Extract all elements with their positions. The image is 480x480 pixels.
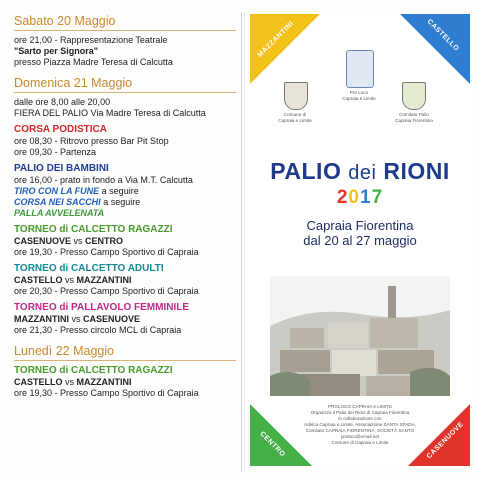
- day-section: [14, 76, 236, 336]
- event-line: presso Piazza Madre Teresa di Calcutta: [14, 57, 173, 67]
- event-line: ore 16,00 - prato in fondo a Via M.T. Calcutta: [14, 175, 193, 185]
- event-block: [14, 224, 236, 258]
- event-line: [14, 314, 236, 325]
- event-line: ore 09,30 - Partenza: [14, 147, 97, 157]
- event-line: "Sarto per Signora": [14, 46, 99, 56]
- event-line: ore 21,30 - Presso circolo MCL di Capraia: [14, 325, 182, 335]
- corner-label-centro: CENTRO: [258, 430, 287, 459]
- fold-line-shadow: [244, 12, 245, 472]
- town-photo: [270, 276, 450, 396]
- event-line: TORNEO di PALLAVOLO FEMMINILE: [14, 302, 189, 313]
- year-digit: 2: [336, 187, 349, 208]
- event-line: [14, 275, 236, 286]
- event-line-part: CORSA NEI SACCHI: [14, 197, 101, 207]
- place-name: Capraia Fiorentina: [306, 218, 414, 233]
- event-line-part: CENTRO: [85, 236, 124, 246]
- event-line-part: MAZZANTINI: [14, 314, 69, 324]
- event-line-part: vs: [71, 236, 86, 246]
- event-block: [14, 302, 236, 336]
- event-line-part: CASENUOVE: [83, 314, 141, 324]
- day-divider: [14, 30, 236, 31]
- corner-label-castello: CASTELLO: [425, 18, 461, 53]
- event-line-part: CASENUOVE: [14, 236, 72, 246]
- day-heading: Domenica 21 Maggio: [14, 76, 133, 90]
- year-digit: 1: [360, 187, 372, 208]
- town-photo-drawing: [270, 276, 450, 396]
- comune-crest-icon: [284, 82, 308, 110]
- event-line-part: a seguire: [100, 197, 141, 207]
- comune-caption: Comune di Capraia e Limite: [278, 112, 312, 123]
- event-line: CORSA PODISTICA: [14, 124, 107, 135]
- event-line: ore 19,30 - Presso Campo Sportivo di Capraia: [14, 247, 199, 257]
- event-line: FIERA DEL PALIO Via Madre Teresa di Calcutta: [14, 108, 206, 118]
- organizer-footer: PROLOCO CAPRAIA e LIMITE Organizza il Palio dei Rioni di Capraia Fiorentina in collaborazione con Adelca Capraia e Limite, Associazione SANTA SPADA, Comitato CAPRAIA FIORENTINA, SOCIETÀ SANTO proloco@email.net Comune di Capraia e Limite: [304, 404, 416, 445]
- proloco-caption: Pro Loco Capraia e Limite: [342, 90, 376, 101]
- day-section: [14, 14, 236, 68]
- event-line: ore 20,30 - Presso Campo Sportivo di Capraia: [14, 286, 199, 296]
- event-line: dalle ore 8,00 alle 20,00: [14, 97, 111, 107]
- event-block: [14, 124, 236, 158]
- fold-line: [241, 12, 242, 472]
- event-title: [250, 158, 470, 185]
- event-line-part: MAZZANTINI: [76, 275, 132, 285]
- day-divider: [14, 92, 236, 93]
- event-place: [250, 218, 470, 248]
- proloco-logo-icon: [346, 50, 374, 88]
- corner-label-casenuove: CASENUOVE: [425, 420, 466, 461]
- day-section: [14, 344, 236, 399]
- event-block: [14, 263, 236, 297]
- event-line-part: vs: [62, 377, 77, 387]
- day-heading: Lunedì 22 Maggio: [14, 344, 115, 358]
- event-line: [14, 186, 236, 197]
- event-line: ore 21,00 - Rappresentazione Teatrale: [14, 35, 168, 45]
- day-heading: Sabato 20 Maggio: [14, 14, 116, 28]
- event-line: [14, 236, 236, 247]
- event-line: PALIO DEI BAMBINI: [14, 163, 109, 174]
- event-dates: dal 20 al 27 maggio: [303, 233, 417, 248]
- schedule-panel: [14, 14, 236, 407]
- event-block: [14, 35, 236, 68]
- palio-crest-icon: [402, 82, 426, 110]
- event-line-part: MAZZANTINI: [76, 377, 132, 387]
- title-rioni: RIONI: [383, 158, 450, 184]
- event-line: TORNEO di CALCETTO RAGAZZI: [14, 224, 173, 235]
- palio-caption: Comitato Palio Capraia Fiorentina: [395, 112, 433, 123]
- title-dei: dei: [348, 162, 377, 184]
- title-palio: PALIO: [270, 158, 342, 184]
- year-digit: 0: [348, 187, 360, 208]
- corner-label-mazzantini: MAZZANTINI: [256, 20, 296, 59]
- event-line-part: vs: [69, 314, 84, 324]
- event-year: [250, 187, 470, 209]
- event-line: TORNEO di CALCETTO ADULTI: [14, 263, 164, 274]
- event-line-part: CASTELLO: [14, 377, 63, 387]
- event-block: [14, 365, 236, 399]
- event-line: [14, 377, 236, 388]
- event-line-part: CASTELLO: [14, 275, 63, 285]
- event-line: PALLA AVVELENATA: [14, 208, 105, 218]
- cover-panel: [250, 14, 470, 466]
- year-digit: 7: [371, 187, 384, 208]
- event-line-part: a seguire: [99, 186, 139, 196]
- day-divider: [14, 360, 236, 361]
- event-line: [14, 197, 236, 208]
- event-block: [14, 97, 236, 119]
- event-line-part: vs: [62, 275, 77, 285]
- event-line: TORNEO di CALCETTO RAGAZZI: [14, 365, 173, 376]
- event-block: [14, 163, 236, 219]
- event-line: ore 08,30 - Ritrovo presso Bar Pit Stop: [14, 136, 169, 146]
- event-line: ore 19,30 - Presso Campo Sportivo di Capraia: [14, 388, 199, 398]
- event-line-part: TIRO CON LA FUNE: [14, 186, 100, 196]
